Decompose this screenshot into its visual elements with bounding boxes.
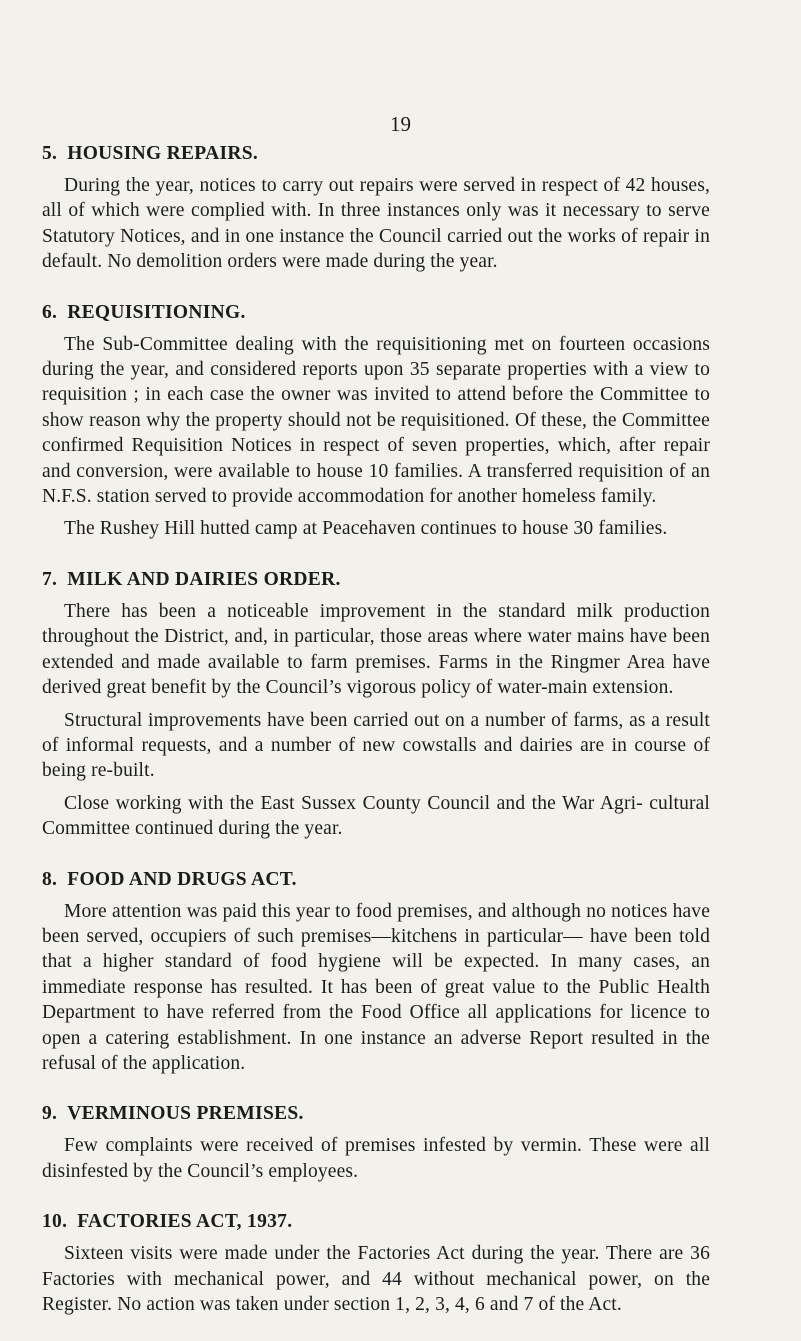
section-requisitioning	[42, 299, 710, 542]
document-body	[42, 140, 710, 1341]
section-number: 5.	[42, 143, 58, 164]
paragraph: During the year, notices to carry out repairs were served in respect of 42 houses, all of which were complied with. In three instances only was it necessary to serve Statutory Notices, and in one instance the Council carried out the works of repair in default. No demolition orders were made during the year.	[42, 175, 710, 273]
section-housing-repairs	[42, 140, 710, 275]
paragraph: More attention was paid this year to food premises, and although no notices have been served, occupiers of such premises—kitchens in particular— have been told that a higher standard of food hygiene will be expected. In many cases, an immediate response has resulted. It has been of great value to the Public Health Department to have referred from the Food Office all applications for licence to open a catering establishment. In one instance an adverse Report resulted in the refusal of the application.	[42, 900, 710, 1074]
section-number: 6.	[42, 301, 58, 323]
paragraph: Few complaints were received of premises infested by vermin. These were all disinfested by the Council’s employees.	[42, 1135, 710, 1182]
section-food-and-drugs-act	[42, 866, 710, 1077]
section-number: 9.	[42, 1103, 58, 1125]
section-title: REQUISITIONING.	[67, 301, 246, 323]
section-title: FACTORIES ACT, 1937.	[77, 1211, 293, 1233]
paragraph: There has been a noticeable improvement in the standard milk production throughout the District, and, in particular, those areas where water mains have been extended and made available to farm premises. Farms in the Ringmer Area have derived great benefit by the Council’s vigorous policy of water-main extension.	[42, 600, 710, 699]
paragraph: Sixteen visits were made under the Factories Act during the year. There are 36 Factories with mechanical power, and 44 without mechanical power, on the Register. No action was taken under section 1, 2, 3, 4, 6 and 7 of the Act.	[42, 1243, 710, 1315]
paragraph: The Sub-Committee dealing with the requisitioning met on fourteen occasions during the year, and considered reports upon 35 separate properties with a view to requisition ; in each case the owner was invited to attend before the Committee to show reason why the property should not be requisitioned. Of these, the Committee confirmed Requisition Notices in respect of seven properties, which, after repair and conversion, were available to house 10 families. A transferred requisition of an N.F.S. station served to provide accommodation for another homeless family.	[42, 333, 710, 508]
section-title: VERMINOUS PREMISES.	[67, 1103, 304, 1125]
section-factories-act	[42, 1208, 710, 1317]
paragraph: Structural improvements have been carried out on a number of farms, as a result of informal requests, and a number of new cowstalls and dairies are in course of being re-built.	[42, 709, 710, 782]
section-heading	[42, 299, 710, 326]
section-number: 7.	[42, 568, 58, 590]
section-heading	[42, 866, 710, 893]
section-title: FOOD AND DRUGS ACT.	[67, 868, 297, 890]
section-title: HOUSING REPAIRS.	[67, 143, 259, 164]
section-number: 8.	[42, 868, 58, 890]
paragraph: The Rushey Hill hutted camp at Peacehaven continues to house 30 families.	[64, 518, 668, 540]
section-milk-and-dairies-order	[42, 566, 710, 842]
section-heading	[42, 1208, 710, 1235]
section-number: 10.	[42, 1211, 68, 1233]
paragraph: Close working with the East Sussex County Council and the War Agri- cultural Committee continued during the year.	[42, 792, 710, 840]
section-heading	[42, 1100, 710, 1127]
section-heading	[42, 140, 710, 167]
section-title: MILK AND DAIRIES ORDER.	[67, 568, 341, 590]
section-heading	[42, 566, 710, 593]
section-verminous-premises	[42, 1100, 710, 1184]
page-number: 19	[390, 112, 411, 136]
